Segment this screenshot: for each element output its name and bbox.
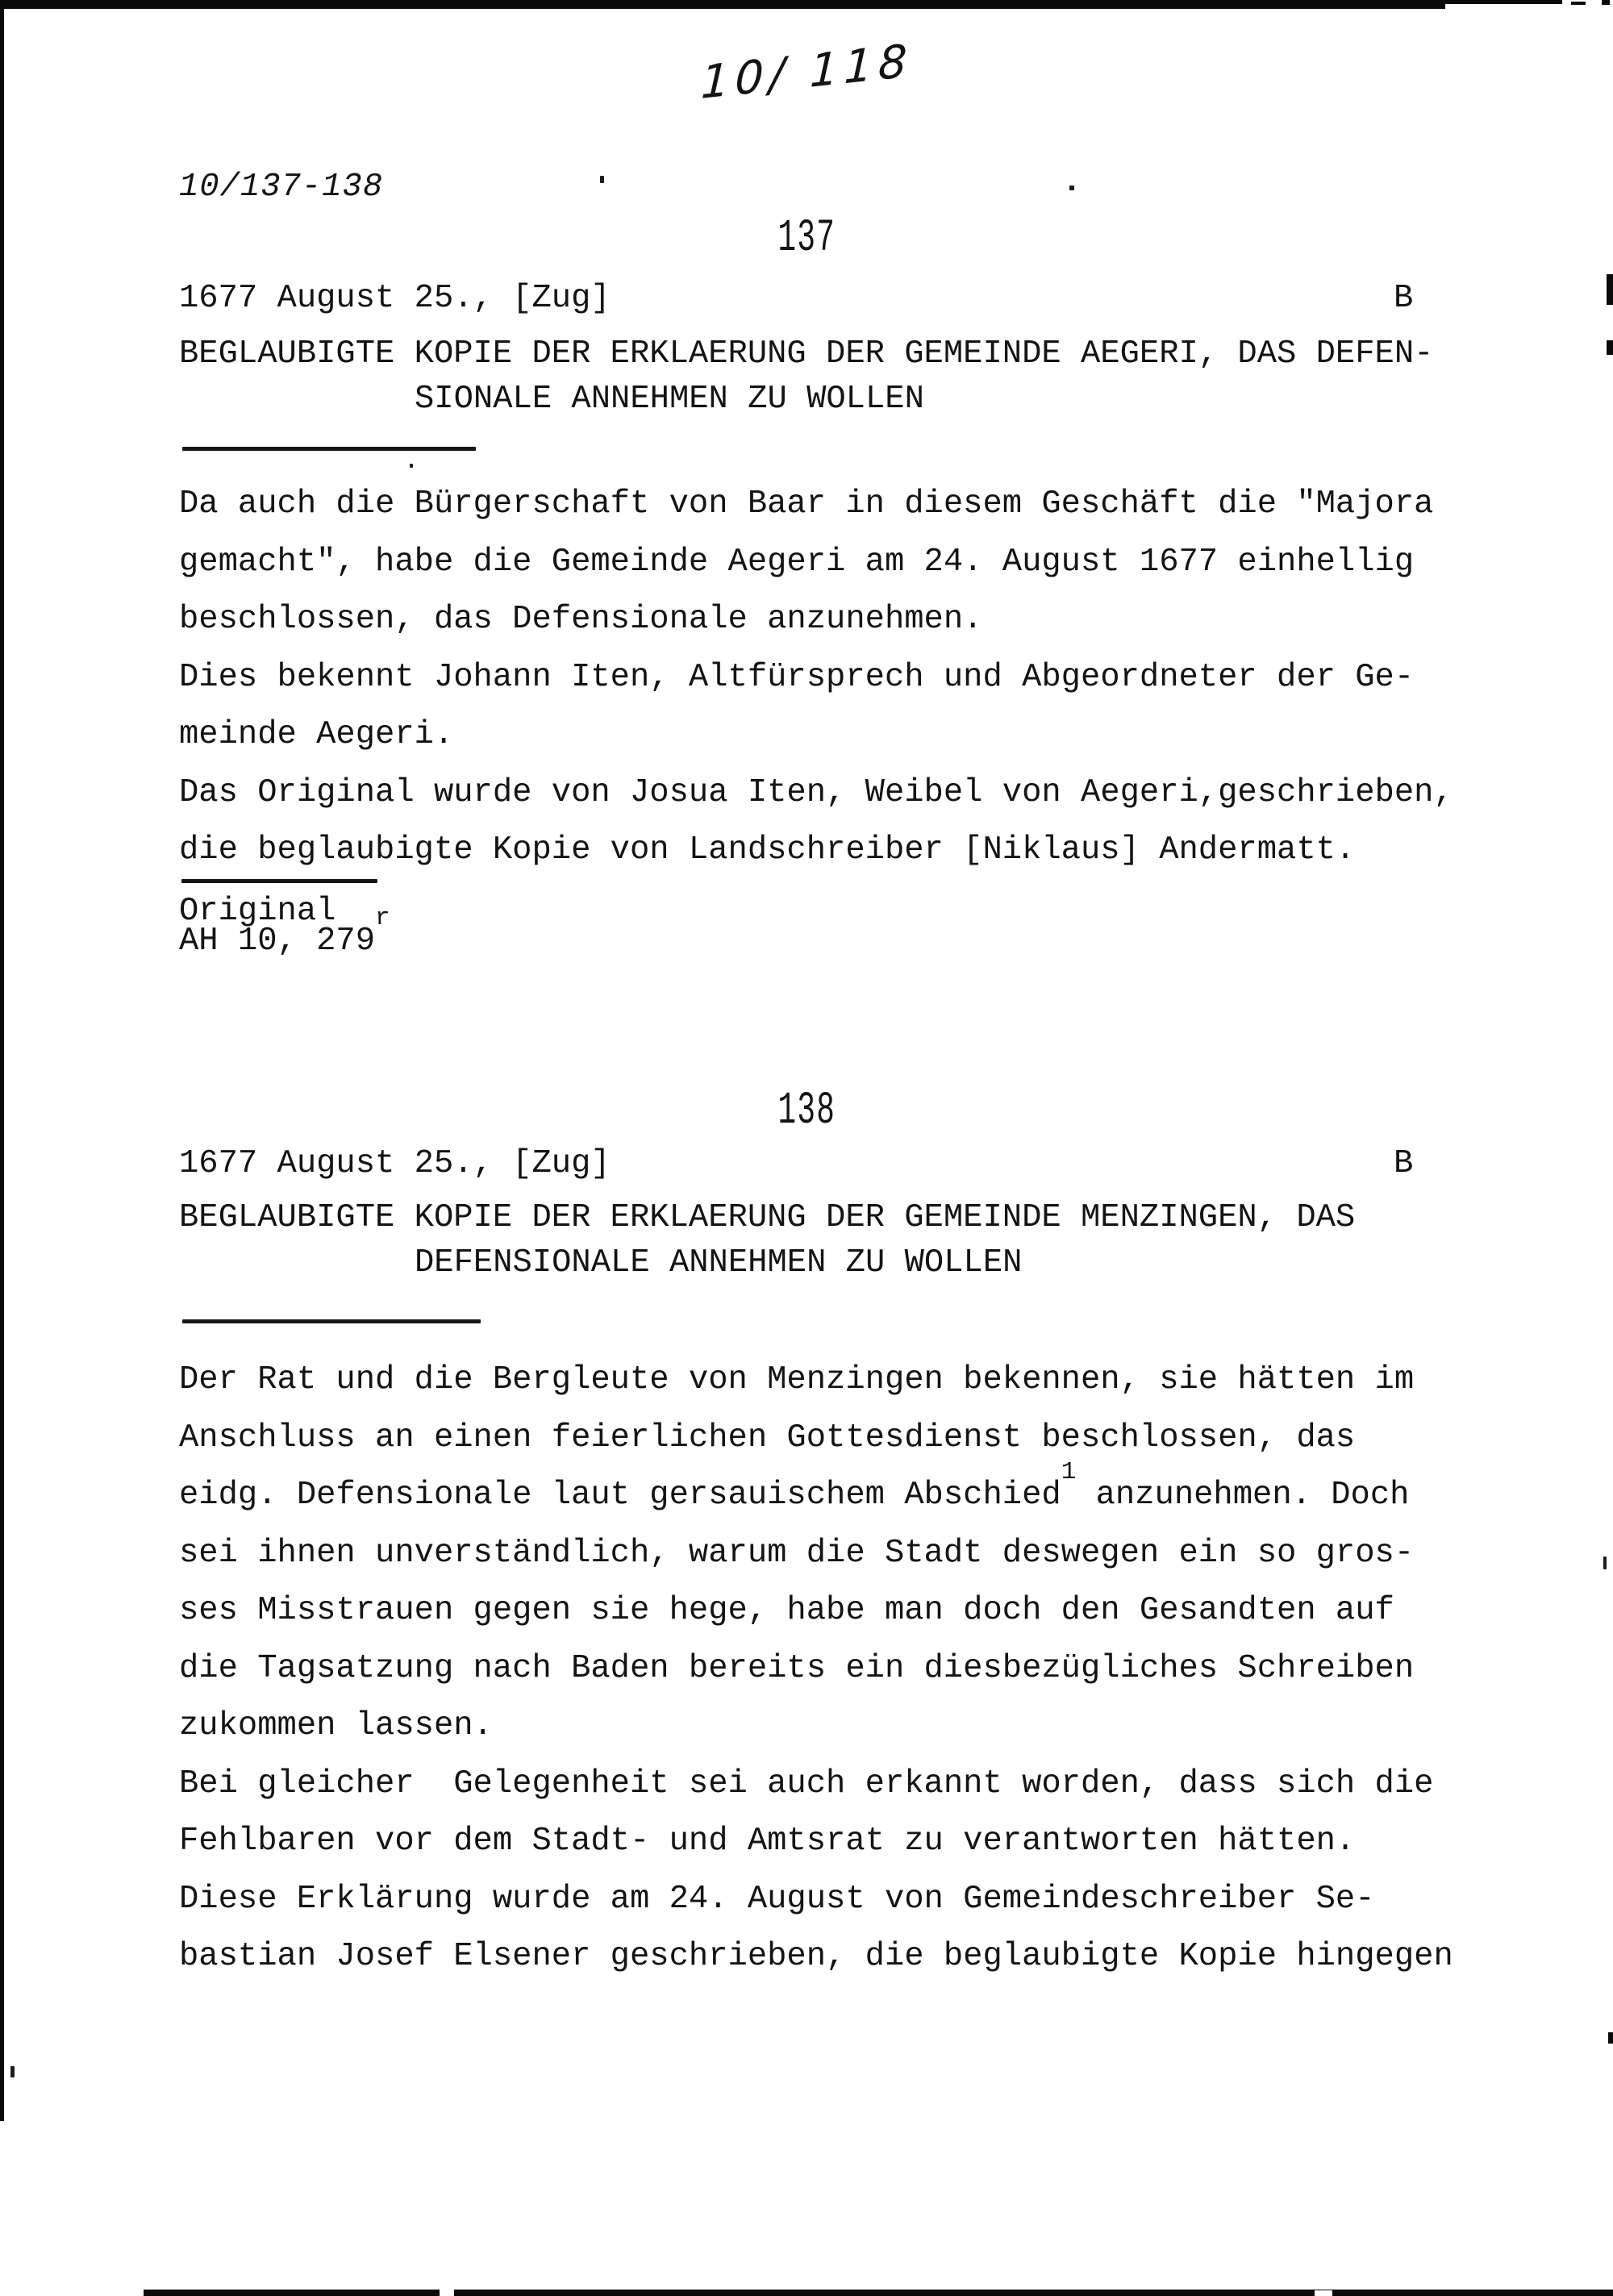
scan-speck: [1069, 185, 1074, 190]
scan-speck: [10, 2066, 15, 2077]
scan-border-bottom-gap: [440, 2290, 454, 2296]
scan-border-left: [0, 6, 4, 2121]
entry-137-source-label: Original: [179, 893, 336, 930]
entry-138-body-line: die Tagsatzung nach Baden bereits ein diesbezügliches Schreiben: [179, 1649, 1415, 1687]
entry-137-body: [179, 476, 1502, 880]
entry-138-body-line: Diese Erklärung wurde am 24. August von Gemeindeschreiber Se-: [179, 1880, 1375, 1918]
entry-138-body-line: sei ihnen unverständlich, warum die Stadt deswegen ein so gros-: [179, 1534, 1415, 1572]
entry-138-body-line: zukommen lassen.: [179, 1707, 493, 1744]
scan-border-right-dash: [1607, 274, 1613, 305]
footnote-marker: 1: [1061, 1457, 1077, 1486]
entry-138-body-line: Anschluss an einen feierlichen Gottesdienst beschlossen, das: [179, 1419, 1356, 1456]
entry-137-body-line: die beglaubigte Kopie von Landschreiber [Niklaus] Andermatt.: [179, 831, 1356, 869]
scan-speck: [410, 464, 413, 468]
scan-border-top-taper: [1445, 0, 1562, 4]
scan-border-top-corner-speck: [1602, 0, 1610, 5]
entry-137-number: 137: [777, 213, 836, 265]
entry-137-body-line: meinde Aegeri.: [179, 716, 454, 753]
scan-border-bottom: [144, 2290, 1613, 2296]
entry-138-title-line2: DEFENSIONALE ANNEHMEN ZU WOLLEN: [415, 1244, 1023, 1281]
entry-137-title-line2: SIONALE ANNEHMEN ZU WOLLEN: [415, 381, 924, 418]
entry-137-body-line: Dies bekennt Johann Iten, Altfürsprech und Abgeordneter der Ge-: [179, 658, 1415, 696]
entry-137-body-line: Das Original wurde von Josua Iten, Weibel von Aegeri,geschrieben,: [179, 773, 1453, 811]
scan-speck: [1603, 1556, 1607, 1569]
entry-137-body-line: beschlossen, das Defensionale anzunehmen.: [179, 601, 983, 638]
handwritten-annotation: 10/ 118: [699, 34, 914, 110]
entry-138-date: 1677 August 25., [Zug]: [179, 1145, 611, 1182]
scan-border-right-dash: [1608, 2032, 1613, 2044]
entry-138-heading: [0, 1085, 1613, 1137]
entry-137-source-ref-superscript: r: [375, 903, 390, 932]
entry-138-separator-rule: [182, 1319, 481, 1323]
entry-138-body: [179, 1352, 1518, 1986]
entry-138-body-line: Bei gleicher Gelegenheit sei auch erkannt worden, dass sich die: [179, 1765, 1434, 1802]
entry-137-source-rule: [181, 879, 377, 883]
entry-138-body-line: bastian Josef Elsener geschrieben, die beglaubigte Kopie hingegen: [179, 1938, 1453, 1975]
entry-137-body-line: Da auch die Bürgerschaft von Baar in diesem Geschäft die "Majora: [179, 485, 1434, 523]
scan-border-bottom-gap: [1315, 2290, 1332, 2296]
entry-137-title-line1: BEGLAUBIGTE KOPIE DER ERKLAERUNG DER GEMEINDE AEGERI, DAS DEFEN-: [179, 335, 1434, 373]
entry-137-body-line: gemacht", habe die Gemeinde Aegeri am 24. August 1677 einhellig: [179, 543, 1415, 581]
entry-137-source: [179, 893, 390, 960]
entry-138-body-line-with-footnote: eidg. Defensionale laut gersauischem Abschied$^1$ anzunehmen. Doch: [179, 1457, 1410, 1514]
entry-137-separator-rule: [182, 447, 476, 451]
scan-border-right-dash: [1607, 340, 1613, 355]
entry-138-letter-mark: B: [1394, 1145, 1414, 1182]
entry-138-body-line: ses Misstrauen gegen sie hege, habe man doch den Gesandten auf: [179, 1592, 1394, 1629]
scan-speck: [600, 176, 604, 183]
entry-138-number: 138: [777, 1085, 836, 1137]
entry-137-letter-mark: B: [1394, 280, 1414, 317]
scan-border-top-speck: [1571, 2, 1586, 5]
entry-138-body-line: Der Rat und die Bergleute von Menzingen bekennen, sie hätten im: [179, 1361, 1415, 1398]
scan-border-top: [0, 0, 1445, 9]
entry-137-date: 1677 August 25., [Zug]: [179, 280, 611, 317]
entry-138-body-line: Fehlbaren vor dem Stadt- und Amtsrat zu verantworten hätten.: [179, 1823, 1356, 1860]
archive-ref: 10/137-138: [179, 169, 384, 206]
entry-137-heading: [0, 213, 1613, 265]
entry-137-source-ref: AH 10, 279$^r$: [179, 903, 390, 960]
entry-138-title-line1: BEGLAUBIGTE KOPIE DER ERKLAERUNG DER GEMEINDE MENZINGEN, DAS: [179, 1199, 1356, 1236]
